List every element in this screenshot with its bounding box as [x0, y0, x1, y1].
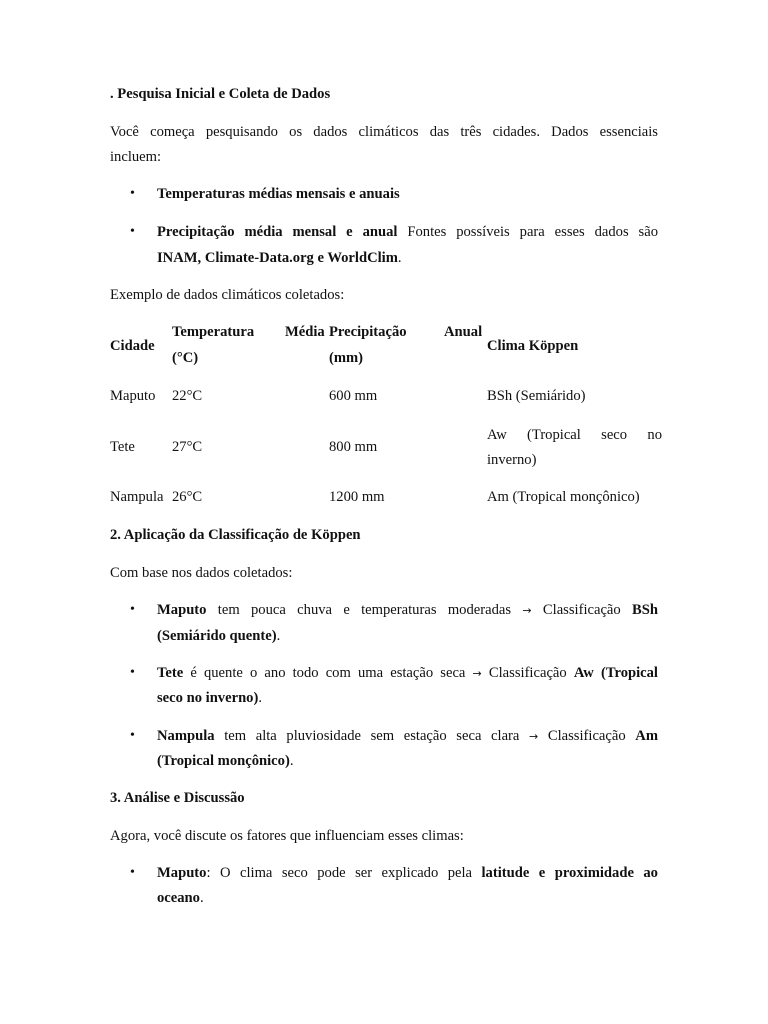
- example-label: Exemplo de dados climáticos coletados:: [110, 287, 345, 303]
- section1-heading: . Pesquisa Inicial e Coleta de Dados: [110, 86, 331, 102]
- bullet-dot: •: [130, 186, 135, 201]
- classification-end: .: [289, 753, 294, 769]
- th-temperatura-unit: (°C): [172, 350, 199, 366]
- table-row-precip: 800 mm: [329, 439, 378, 455]
- bullet-dot: •: [130, 865, 135, 880]
- th-temperatura: Temperatura: [172, 324, 255, 340]
- table-row-clima-line2: inverno): [487, 452, 537, 468]
- bullet-dot: •: [130, 224, 135, 239]
- classification-name: (Semiárido quente): [157, 628, 277, 644]
- classification-label: Classificação: [531, 602, 633, 618]
- analysis-factor: latitude e proximidade ao: [481, 865, 658, 881]
- bullet-dot: •: [130, 665, 135, 680]
- classification-end: .: [258, 690, 262, 706]
- analysis-text: : O clima seco pode ser explicado pela: [206, 865, 482, 881]
- table-row-cidade: Maputo: [110, 388, 156, 404]
- table-row-cidade: Tete: [110, 439, 135, 455]
- th-media: Média: [285, 324, 325, 340]
- classification-end: .: [276, 628, 281, 644]
- th-clima-koppen: Clima Köppen: [487, 338, 579, 354]
- classification-text: tem pouca chuva e temperaturas moderadas: [206, 602, 523, 618]
- table-row-clima: BSh (Semiárido): [487, 388, 586, 404]
- classification-code: BSh: [632, 602, 658, 618]
- section2-heading: 2. Aplicação da Classificação de Köppen: [110, 527, 361, 543]
- classification-name: (Tropical monçônico): [157, 753, 290, 769]
- section1-intro-line1: Você começa pesquisando os dados climáticos das três cidades. Dados essenciais: [110, 124, 658, 140]
- classification-label: Classificação: [538, 728, 636, 744]
- table-row-clima: Aw (Tropical seco no: [487, 427, 662, 443]
- analysis-factor-end: oceano: [157, 890, 200, 906]
- bullet-precipitacao-line2: [157, 248, 658, 268]
- bullet-sources-end: .: [397, 250, 402, 266]
- analysis-maputo-line2: [157, 888, 658, 908]
- table-row-precip: 1200 mm: [329, 489, 385, 505]
- classification-code: Aw (Tropical: [573, 665, 658, 681]
- th-anual: Anual: [444, 324, 483, 340]
- classification-nampula-line2: [157, 751, 658, 771]
- classification-text: tem alta pluviosidade sem estação seca clara: [214, 728, 530, 744]
- bullet-temperaturas: Temperaturas médias mensais e anuais: [157, 186, 400, 202]
- section3-intro: Agora, você discute os fatores que influenciam esses climas:: [110, 828, 464, 844]
- bullet-precipitacao-line1: [157, 222, 658, 242]
- arrow-icon: →: [522, 604, 532, 617]
- th-precipitacao: Precipitação: [329, 324, 407, 340]
- classification-tete-line1: [157, 663, 658, 684]
- bullet-dot: •: [130, 728, 135, 743]
- th-precipitacao-unit: (mm): [329, 350, 364, 366]
- section3-heading: 3. Análise e Discussão: [110, 790, 245, 806]
- classification-label: Classificação: [481, 665, 574, 681]
- bullet-precipitacao-bold: Precipitação média mensal e anual: [157, 224, 398, 240]
- section2-intro: Com base nos dados coletados:: [110, 565, 293, 581]
- table-row-temp: 26°C: [172, 489, 203, 505]
- city-name: Nampula: [157, 728, 215, 744]
- bullet-dot: •: [130, 602, 135, 617]
- classification-nampula-line1: [157, 726, 658, 747]
- classification-maputo-line2: [157, 626, 658, 646]
- classification-code: Am: [635, 728, 658, 744]
- bullet-precipitacao-rest: Fontes possíveis para esses dados são: [397, 224, 658, 240]
- bullet-sources-bold: INAM, Climate-Data.org e WorldClim: [157, 250, 398, 266]
- arrow-icon: →: [472, 667, 482, 680]
- section1-intro-line2: incluem:: [110, 149, 162, 165]
- city-name: Maputo: [157, 602, 207, 618]
- table-row-cidade: Nampula: [110, 489, 164, 505]
- table-row-temp: 22°C: [172, 388, 203, 404]
- arrow-icon: →: [529, 730, 539, 743]
- classification-text: é quente o ano todo com uma estação seca: [183, 665, 473, 681]
- table-row-precip: 600 mm: [329, 388, 378, 404]
- city-name: Tete: [157, 665, 184, 681]
- table-row-clima: Am (Tropical monçônico): [487, 489, 640, 505]
- table-row-temp: 27°C: [172, 439, 203, 455]
- classification-tete-line2: [157, 688, 658, 708]
- th-cidade: Cidade: [110, 338, 155, 354]
- classification-name: seco no inverno): [157, 690, 259, 706]
- analysis-maputo-line1: [157, 863, 658, 883]
- city-name: Maputo: [157, 865, 207, 881]
- analysis-end: .: [199, 890, 204, 906]
- classification-maputo-line1: [157, 600, 658, 621]
